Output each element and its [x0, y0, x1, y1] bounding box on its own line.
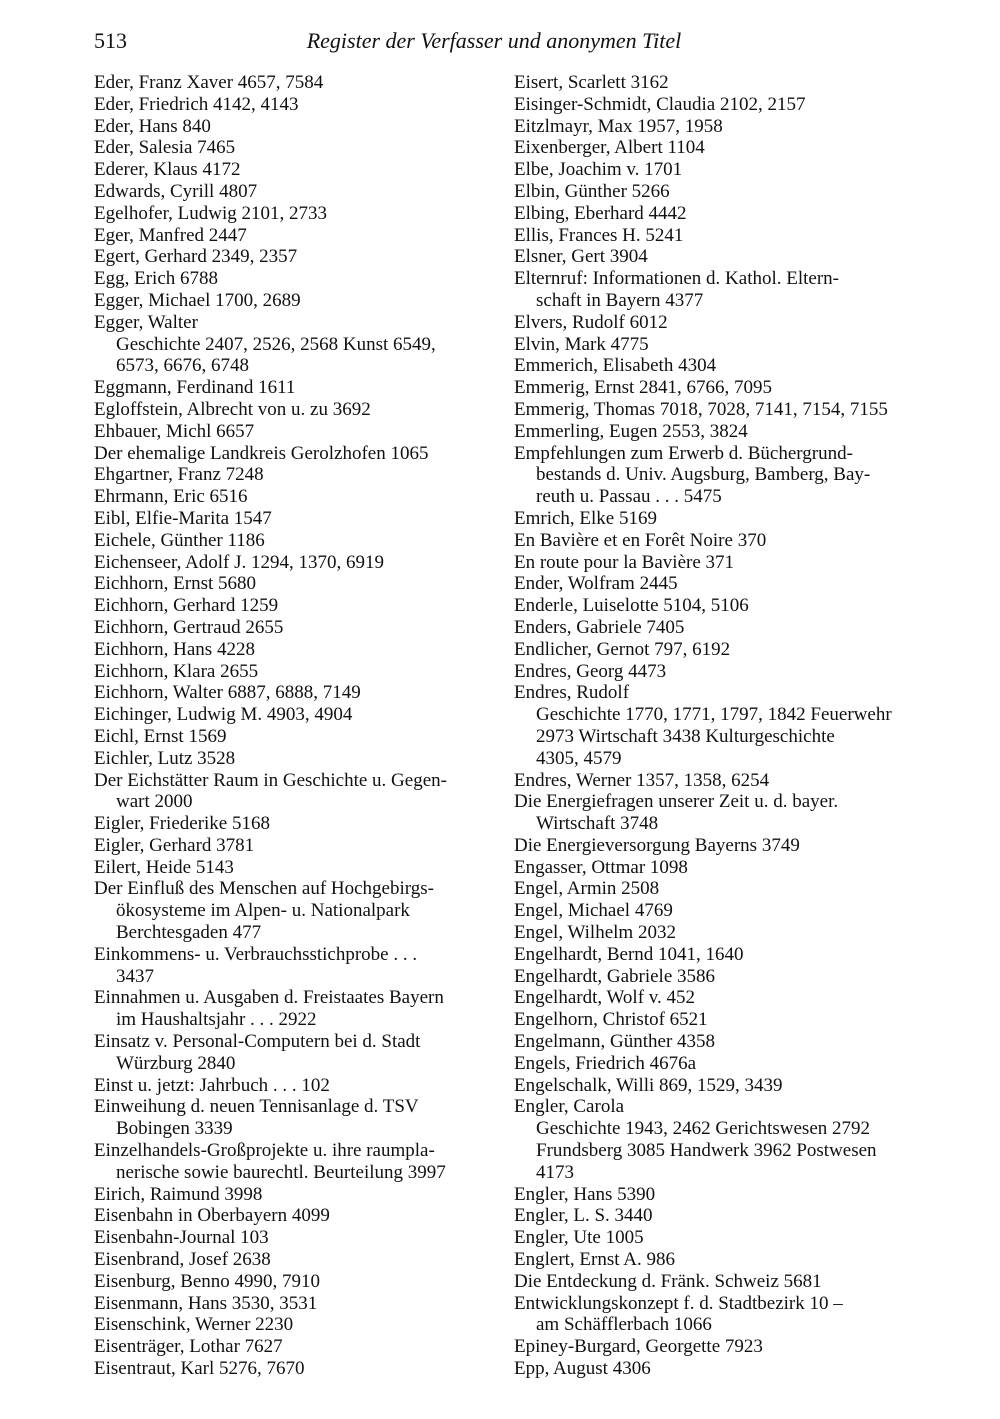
index-entry — [514, 987, 924, 1009]
index-entry-text: Endres, Werner 1357, 1358, 6254 — [514, 769, 770, 791]
index-entry — [514, 639, 924, 661]
index-entry-text: Eichhorn, Gerhard 1259 — [94, 595, 279, 617]
index-entry — [94, 1293, 504, 1315]
index-entry-text: Emmerig, Thomas 7018, 7028, 7141, 7154, 7155 — [514, 398, 888, 420]
index-entry-continuation: bestands d. Univ. Augsburg, Bamberg, Bay- — [536, 464, 871, 486]
index-entry — [514, 1249, 924, 1271]
index-entry — [94, 857, 504, 879]
index-entry-text: Endres, Rudolf — [514, 682, 630, 704]
index-entry-text: Engelmann, Günther 4358 — [514, 1031, 716, 1053]
index-entry — [514, 835, 924, 857]
index-entry — [514, 1293, 924, 1337]
index-entry-text: Eichhorn, Hans 4228 — [94, 638, 255, 660]
index-entry-text: Einweihung d. neuen Tennisanlage d. TSV — [94, 1096, 419, 1118]
index-entry — [94, 726, 504, 748]
index-entry — [514, 1053, 924, 1075]
index-entry-text: Eichinger, Ludwig M. 4903, 4904 — [94, 704, 353, 726]
index-entry — [514, 116, 924, 138]
index-entry-text: Ehrmann, Eric 6516 — [94, 486, 248, 508]
index-entry-text: Eichhorn, Walter 6887, 6888, 7149 — [94, 682, 361, 704]
index-entry — [514, 530, 924, 552]
index-entry — [94, 530, 504, 552]
index-entry-text: Eisenmann, Hans 3530, 3531 — [94, 1292, 318, 1314]
index-column-right — [514, 72, 924, 1380]
index-entry-continuation: Berchtesgaden 477 — [116, 922, 262, 944]
index-entry — [94, 268, 504, 290]
index-entry-text: Einst u. jetzt: Jahrbuch . . . 102 — [94, 1074, 330, 1096]
index-entry-text: Eisenbrand, Josef 2638 — [94, 1249, 271, 1271]
index-entry-text: Eisenschink, Werner 2230 — [94, 1314, 294, 1336]
index-entry-text: Der ehemalige Landkreis Gerolzhofen 1065 — [94, 442, 429, 464]
page-header — [94, 28, 894, 58]
index-entry-text: Elbe, Joachim v. 1701 — [514, 159, 683, 181]
index-entry — [94, 552, 504, 574]
index-entry — [514, 1205, 924, 1227]
index-entry — [514, 181, 924, 203]
index-entry — [514, 203, 924, 225]
index-entry-continuation: 3437 — [116, 965, 154, 987]
index-entry-text: Emmerig, Ernst 2841, 6766, 7095 — [514, 377, 773, 399]
index-entry — [94, 137, 504, 159]
index-entry-text: Der Eichstätter Raum in Geschichte u. Gegen- — [94, 769, 447, 791]
index-entry — [94, 290, 504, 312]
index-entry — [514, 944, 924, 966]
index-entry-text: Engelhardt, Gabriele 3586 — [514, 965, 716, 987]
index-entry-text: Egert, Gerhard 2349, 2357 — [94, 246, 298, 268]
index-entry-text: Edwards, Cyrill 4807 — [94, 180, 258, 202]
index-entry-text: Einsatz v. Personal-Computern bei d. Stadt — [94, 1031, 421, 1053]
index-entry-text: Eirich, Raimund 3998 — [94, 1183, 263, 1205]
index-entry-text: Elbin, Günther 5266 — [514, 180, 670, 202]
index-entry-text: Eisert, Scarlett 3162 — [514, 72, 669, 93]
index-entry-text: Eisenträger, Lothar 7627 — [94, 1336, 283, 1358]
index-entry — [94, 486, 504, 508]
index-entry — [514, 617, 924, 639]
index-entry-text: Engelhorn, Christof 6521 — [514, 1009, 708, 1031]
index-entry-text: Emrich, Elke 5169 — [514, 507, 657, 529]
index-entry — [94, 399, 504, 421]
index-entry — [94, 748, 504, 770]
index-entry-continuation: Würzburg 2840 — [116, 1052, 236, 1074]
index-entry-text: Elsner, Gert 3904 — [514, 246, 648, 268]
index-entry — [94, 203, 504, 225]
index-entry-text: Eisenbahn in Oberbayern 4099 — [94, 1205, 330, 1227]
index-entry — [94, 116, 504, 138]
index-entry-text: Eisenburg, Benno 4990, 7910 — [94, 1270, 321, 1292]
index-entry — [94, 72, 504, 94]
index-entry-continuation: Geschichte 1770, 1771, 1797, 1842 Feuerwehr — [536, 704, 892, 726]
index-entry — [514, 334, 924, 356]
index-entry — [514, 246, 924, 268]
index-entry-continuation: 6573, 6676, 6748 — [116, 355, 249, 377]
index-entry — [514, 508, 924, 530]
index-entry-text: Einkommens- u. Verbrauchsstichprobe . . . — [94, 943, 418, 965]
index-entry — [514, 900, 924, 922]
index-entry-text: Eder, Hans 840 — [94, 115, 211, 137]
index-entry — [94, 377, 504, 399]
index-entry-text: Engel, Armin 2508 — [514, 878, 660, 900]
index-entry — [514, 312, 924, 334]
index-entry — [514, 770, 924, 792]
index-column-left — [94, 72, 504, 1380]
index-entry-text: Emmerling, Eugen 2553, 3824 — [514, 420, 748, 442]
index-entry-text: Engler, Hans 5390 — [514, 1183, 656, 1205]
index-entry — [94, 1096, 504, 1140]
index-entry — [94, 770, 504, 814]
index-entry — [514, 1271, 924, 1293]
index-entry — [94, 246, 504, 268]
index-entry — [94, 1249, 504, 1271]
index-entry-text: Egg, Erich 6788 — [94, 268, 219, 290]
index-entry-text: Eder, Salesia 7465 — [94, 137, 236, 159]
index-entry-text: Engel, Michael 4769 — [514, 900, 673, 922]
index-entry — [94, 704, 504, 726]
index-entry — [514, 421, 924, 443]
index-entry — [94, 573, 504, 595]
index-entry-text: Die Energiefragen unserer Zeit u. d. bayer. — [514, 791, 839, 813]
index-entry-text: Elternruf: Informationen d. Kathol. Eltern- — [514, 268, 840, 290]
index-entry-text: Empfehlungen zum Erwerb d. Büchergrund- — [514, 442, 853, 464]
index-entry-text: Egger, Walter — [94, 311, 198, 333]
index-entry-text: Eilert, Heide 5143 — [94, 856, 234, 878]
index-entry — [514, 922, 924, 944]
index-entry — [94, 1271, 504, 1293]
index-entry — [94, 617, 504, 639]
index-entry — [94, 225, 504, 247]
index-entry — [94, 1205, 504, 1227]
index-entry-text: Eder, Friedrich 4142, 4143 — [94, 93, 299, 115]
index-entry-text: Eger, Manfred 2447 — [94, 224, 247, 246]
index-entry-continuation: 2973 Wirtschaft 3438 Kulturgeschichte — [536, 725, 835, 747]
index-entry — [514, 1184, 924, 1206]
index-entry — [514, 791, 924, 835]
index-entry-continuation: 4305, 4579 — [536, 747, 622, 769]
index-entry-text: Enders, Gabriele 7405 — [514, 616, 685, 638]
index-entry-text: Engler, L. S. 3440 — [514, 1205, 653, 1227]
index-entry-text: Elbing, Eberhard 4442 — [514, 202, 687, 224]
index-entry-text: Ehbauer, Michl 6657 — [94, 420, 255, 442]
index-entry — [514, 72, 924, 94]
index-entry — [94, 312, 504, 377]
index-entry — [514, 661, 924, 683]
index-entry — [514, 552, 924, 574]
index-entry — [514, 1358, 924, 1380]
index-entry — [94, 464, 504, 486]
index-entry-continuation: im Haushaltsjahr . . . 2922 — [116, 1009, 317, 1031]
index-entry — [94, 661, 504, 683]
index-entry-continuation: ökosysteme im Alpen- u. Nationalpark — [116, 900, 410, 922]
index-entry-text: Eisenbahn-Journal 103 — [94, 1227, 269, 1249]
page-number: 513 — [94, 28, 127, 53]
index-entry-text: Die Energieversorgung Bayerns 3749 — [514, 834, 800, 856]
index-entry-text: Ellis, Frances H. 5241 — [514, 224, 684, 246]
index-entry-text: Engasser, Ottmar 1098 — [514, 856, 688, 878]
index-entry — [94, 1336, 504, 1358]
index-entry-continuation: Geschichte 1943, 2462 Gerichtswesen 2792 — [536, 1118, 871, 1140]
index-entry — [514, 682, 924, 769]
index-entry-text: Die Entdeckung d. Fränk. Schweiz 5681 — [514, 1270, 822, 1292]
index-entry — [94, 1184, 504, 1206]
index-entry — [514, 966, 924, 988]
index-entry-text: Eichhorn, Klara 2655 — [94, 660, 259, 682]
index-entry — [94, 421, 504, 443]
running-title: Register der Verfasser und anonymen Titel — [306, 28, 682, 53]
index-entry-text: Eichenseer, Adolf J. 1294, 1370, 6919 — [94, 551, 385, 573]
index-entry — [514, 573, 924, 595]
index-entry-text: Elvers, Rudolf 6012 — [514, 311, 668, 333]
index-entry-continuation: Wirtschaft 3748 — [536, 813, 659, 835]
index-entry-text: Engler, Ute 1005 — [514, 1227, 644, 1249]
index-entry — [514, 159, 924, 181]
index-entry — [514, 1227, 924, 1249]
index-entry-text: Eigler, Friederike 5168 — [94, 813, 270, 835]
index-entry — [94, 1358, 504, 1380]
index-entry-text: Eitzlmayr, Max 1957, 1958 — [514, 115, 723, 137]
index-entry — [514, 443, 924, 508]
index-entry — [94, 878, 504, 943]
index-entry — [514, 1096, 924, 1183]
index-entry-continuation: nerische sowie baurechtl. Beurteilung 3997 — [116, 1161, 446, 1183]
index-entry-text: Englert, Ernst A. 986 — [514, 1249, 675, 1271]
index-entry-text: Ederer, Klaus 4172 — [94, 159, 241, 181]
index-entry-text: En Bavière et en Forêt Noire 370 — [514, 529, 767, 551]
index-entry — [94, 813, 504, 835]
index-entry-continuation: Frundsberg 3085 Handwerk 3962 Postwesen — [536, 1140, 877, 1162]
index-entry — [94, 181, 504, 203]
index-entry-text: Eibl, Elfie-Marita 1547 — [94, 507, 272, 529]
index-entry — [514, 94, 924, 116]
index-entry-text: Engler, Carola — [514, 1096, 625, 1118]
index-entry-continuation: schaft in Bayern 4377 — [536, 289, 704, 311]
index-entry — [514, 399, 924, 421]
index-entry — [514, 377, 924, 399]
index-entry — [94, 1031, 504, 1075]
index-entry — [514, 878, 924, 900]
index-entry-text: Engel, Wilhelm 2032 — [514, 922, 676, 944]
index-entry — [514, 1031, 924, 1053]
index-entry-text: Egloffstein, Albrecht von u. zu 3692 — [94, 398, 371, 420]
index-entry-text: Emmerich, Elisabeth 4304 — [514, 355, 717, 377]
index-entry-text: Engelhardt, Bernd 1041, 1640 — [514, 943, 744, 965]
index-entry — [514, 137, 924, 159]
index-entry-text: Engels, Friedrich 4676a — [514, 1052, 697, 1074]
index-entry — [94, 508, 504, 530]
index-entry-text: Eggmann, Ferdinand 1611 — [94, 377, 296, 399]
index-entry — [514, 1336, 924, 1358]
index-entry-text: Endres, Georg 4473 — [514, 660, 667, 682]
index-entry — [94, 835, 504, 857]
index-entry — [94, 94, 504, 116]
index-entry-text: Engelhardt, Wolf v. 452 — [514, 987, 696, 1009]
index-entry-text: Eichl, Ernst 1569 — [94, 725, 227, 747]
index-entry-text: Ehgartner, Franz 7248 — [94, 464, 264, 486]
index-entry — [514, 268, 924, 312]
index-entry-text: Eisentraut, Karl 5276, 7670 — [94, 1358, 305, 1380]
index-entry — [94, 639, 504, 661]
index-entry-text: Eichhorn, Gertraud 2655 — [94, 616, 284, 638]
index-entry-continuation: Geschichte 2407, 2526, 2568 Kunst 6549, — [116, 333, 436, 355]
index-entry — [94, 1075, 504, 1097]
index-entry-continuation: Bobingen 3339 — [116, 1118, 233, 1140]
index-entry — [514, 1009, 924, 1031]
index-entry-continuation: am Schäfflerbach 1066 — [536, 1314, 712, 1336]
index-entry-text: Eixenberger, Albert 1104 — [514, 137, 705, 159]
index-entry-text: Einnahmen u. Ausgaben d. Freistaates Bayern — [94, 987, 444, 1009]
index-entry — [94, 595, 504, 617]
index-entry — [94, 1227, 504, 1249]
index-entry — [94, 159, 504, 181]
index-entry — [94, 682, 504, 704]
index-entry-text: Enderle, Luiselotte 5104, 5106 — [514, 595, 749, 617]
index-entry-text: Der Einfluß des Menschen auf Hochgebirgs- — [94, 878, 434, 900]
index-entry-text: Engelschalk, Willi 869, 1529, 3439 — [514, 1074, 783, 1096]
index-entry-text: Eder, Franz Xaver 4657, 7584 — [94, 72, 324, 93]
index-entry-text: Egger, Michael 1700, 2689 — [94, 289, 301, 311]
index-entry-text: Endlicher, Gernot 797, 6192 — [514, 638, 731, 660]
index-entry — [94, 443, 504, 465]
index-entry-text: En route pour la Bavière 371 — [514, 551, 735, 573]
index-entry-text: Egelhofer, Ludwig 2101, 2733 — [94, 202, 328, 224]
index-entry — [514, 857, 924, 879]
index-entry-text: Epiney-Burgard, Georgette 7923 — [514, 1336, 763, 1358]
index-entry-text: Eisinger-Schmidt, Claudia 2102, 2157 — [514, 93, 806, 115]
index-entry — [514, 355, 924, 377]
index-entry-text: Einzelhandels-Großprojekte u. ihre raumpla- — [94, 1140, 435, 1162]
index-entry-text: Eigler, Gerhard 3781 — [94, 834, 255, 856]
index-entry-continuation: wart 2000 — [116, 791, 193, 813]
index-entry — [94, 1140, 504, 1184]
index-entry — [94, 944, 504, 988]
index-entry-text: Elvin, Mark 4775 — [514, 333, 649, 355]
index-entry — [514, 1075, 924, 1097]
index-entry-text: Entwicklungskonzept f. d. Stadtbezirk 10 – — [514, 1292, 843, 1314]
index-entry — [514, 225, 924, 247]
index-entry-text: Eichler, Lutz 3528 — [94, 747, 236, 769]
index-entry-continuation: reuth u. Passau . . . 5475 — [536, 486, 722, 508]
index-entry-continuation: 4173 — [536, 1161, 574, 1183]
index-entry — [94, 987, 504, 1031]
index-entry-text: Eichele, Günther 1186 — [94, 529, 265, 551]
index-entry — [514, 595, 924, 617]
index-entry-text: Eichhorn, Ernst 5680 — [94, 573, 257, 595]
index-entry-text: Epp, August 4306 — [514, 1358, 651, 1380]
index-entry-text: Ender, Wolfram 2445 — [514, 573, 678, 595]
index-entry — [94, 1314, 504, 1336]
